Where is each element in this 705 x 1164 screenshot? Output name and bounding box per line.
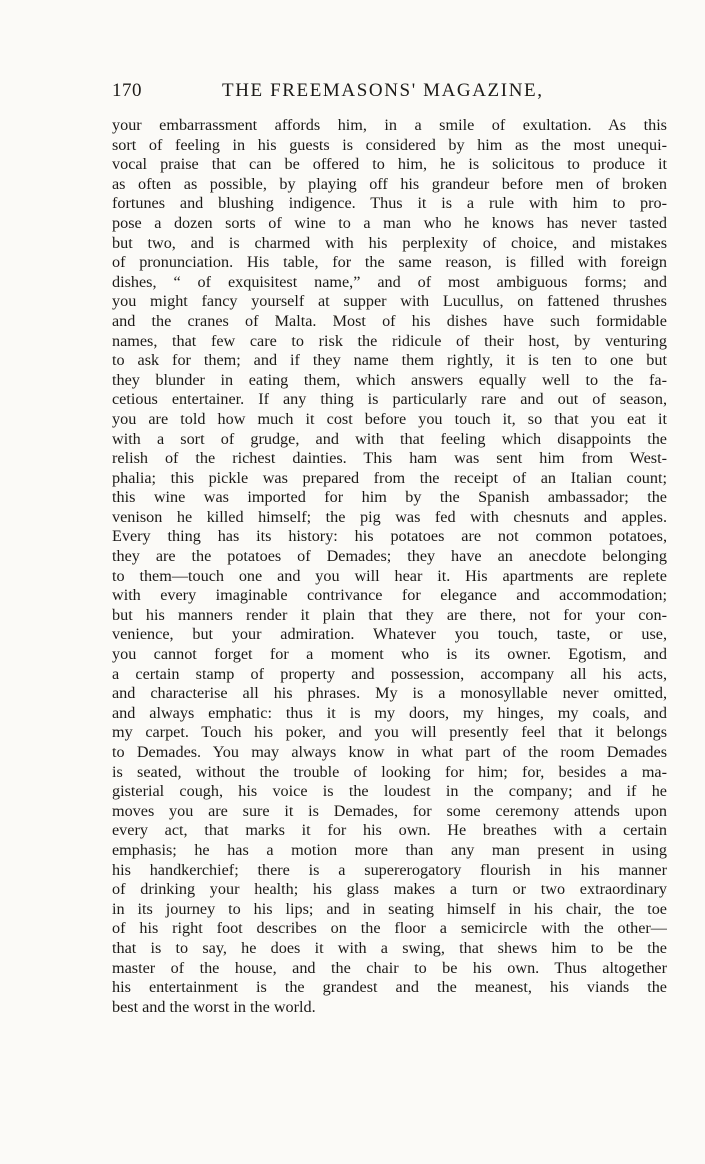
page-number: 170 (112, 80, 142, 101)
text-line: Every thing has its history: his potatoes are not common potatoes, (112, 527, 667, 546)
text-line: every act, that marks it for his own. He breathes with a certain (112, 821, 667, 840)
text-line: relish of the richest dainties. This ham was sent him from West- (112, 449, 667, 468)
text-line: names, that few care to risk the ridicule of their host, by venturing (112, 331, 667, 350)
text-line: of drinking your health; his glass makes a turn or two extraordinary (112, 880, 667, 899)
text-line: you are told how much it cost before you touch it, so that you eat it (112, 409, 667, 428)
text-line: pose a dozen sorts of wine to a man who he knows has never tasted (112, 213, 667, 232)
text-line: but his manners render it plain that they are there, not for your con- (112, 605, 667, 624)
text-line: gisterial cough, his voice is the loudest in the company; and if he (112, 782, 667, 801)
text-line: best and the worst in the world. (112, 997, 316, 1016)
text-line: fortunes and blushing indigence. Thus it is a rule with him to pro- (112, 194, 667, 213)
text-line: his handkerchief; there is a supererogatory flourish in his manner (112, 860, 667, 879)
text-line: in its journey to his lips; and in seating himself in his chair, the toe (112, 899, 667, 918)
text-line: my carpet. Touch his poker, and you will presently feel that it belongs (112, 723, 667, 742)
text-line: moves you are sure it is Demades, for some ceremony attends upon (112, 801, 667, 820)
text-line: his entertainment is the grandest and the meanest, his viands the (112, 978, 667, 997)
text-line: master of the house, and the chair to be his own. Thus altogether (112, 958, 667, 977)
running-head (112, 80, 667, 110)
text-line: and characterise all his phrases. My is a monosyllable never omitted, (112, 684, 667, 703)
text-line: venience, but your admiration. Whatever you touch, taste, or use, (112, 625, 667, 644)
text-line: as often as possible, by playing off his grandeur before men of broken (112, 174, 667, 193)
text-line: a certain stamp of property and possession, accompany all his acts, (112, 664, 667, 683)
text-line: they are the potatoes of Demades; they have an anecdote belonging (112, 547, 667, 566)
text-line: is seated, without the trouble of looking for him; for, besides a ma- (112, 762, 667, 781)
text-line: to them—touch one and you will hear it. His apartments are replete (112, 566, 667, 585)
body-paragraph (112, 116, 667, 1017)
text-line: they blunder in eating them, which answers equally well to the fa- (112, 370, 667, 389)
text-line: this wine was imported for him by the Spanish ambassador; the (112, 488, 667, 507)
text-line: phalia; this pickle was prepared from the receipt of an Italian count; (112, 468, 667, 487)
text-line: with every imaginable contrivance for elegance and accommodation; (112, 586, 667, 605)
text-line: vocal praise that can be offered to him, he is solicitous to produce it (112, 155, 667, 174)
text-line: sort of feeling in his guests is considered by him as the most unequi- (112, 135, 667, 154)
text-line: you cannot forget for a moment who is its owner. Egotism, and (112, 645, 667, 664)
text-line: your embarrassment affords him, in a smile of exultation. As this (112, 116, 667, 134)
text-line: dishes, “ of exquisitest name,” and of most ambiguous forms; and (112, 272, 667, 291)
text-line: cetious entertainer. If any thing is particularly rare and out of season, (112, 390, 667, 409)
text-line: emphasis; he has a motion more than any man present in using (112, 840, 667, 859)
text-line: and the cranes of Malta. Most of his dishes have such formidable (112, 311, 667, 330)
text-line: you might fancy yourself at supper with Lucullus, on fattened thrushes (112, 292, 667, 311)
text-line: but two, and is charmed with his perplexity of choice, and mistakes (112, 233, 667, 252)
text-line: venison he killed himself; the pig was fed with chesnuts and apples. (112, 507, 667, 526)
text-line: with a sort of grudge, and with that feeling which disappoints the (112, 429, 667, 448)
journal-title: THE FREEMASONS' MAGAZINE, (222, 80, 544, 101)
text-line: and always emphatic: thus it is my doors, my hinges, my coals, and (112, 703, 667, 722)
text-line: to Demades. You may always know in what part of the room Demades (112, 743, 667, 761)
text-line: to ask for them; and if they name them rightly, it is ten to one but (112, 351, 667, 370)
text-line: that is to say, he does it with a swing, that shews him to be the (112, 938, 667, 957)
text-line: of his right foot describes on the floor a semicircle with the other— (112, 919, 667, 938)
text-line: of pronunciation. His table, for the same reason, is filled with foreign (112, 253, 667, 272)
